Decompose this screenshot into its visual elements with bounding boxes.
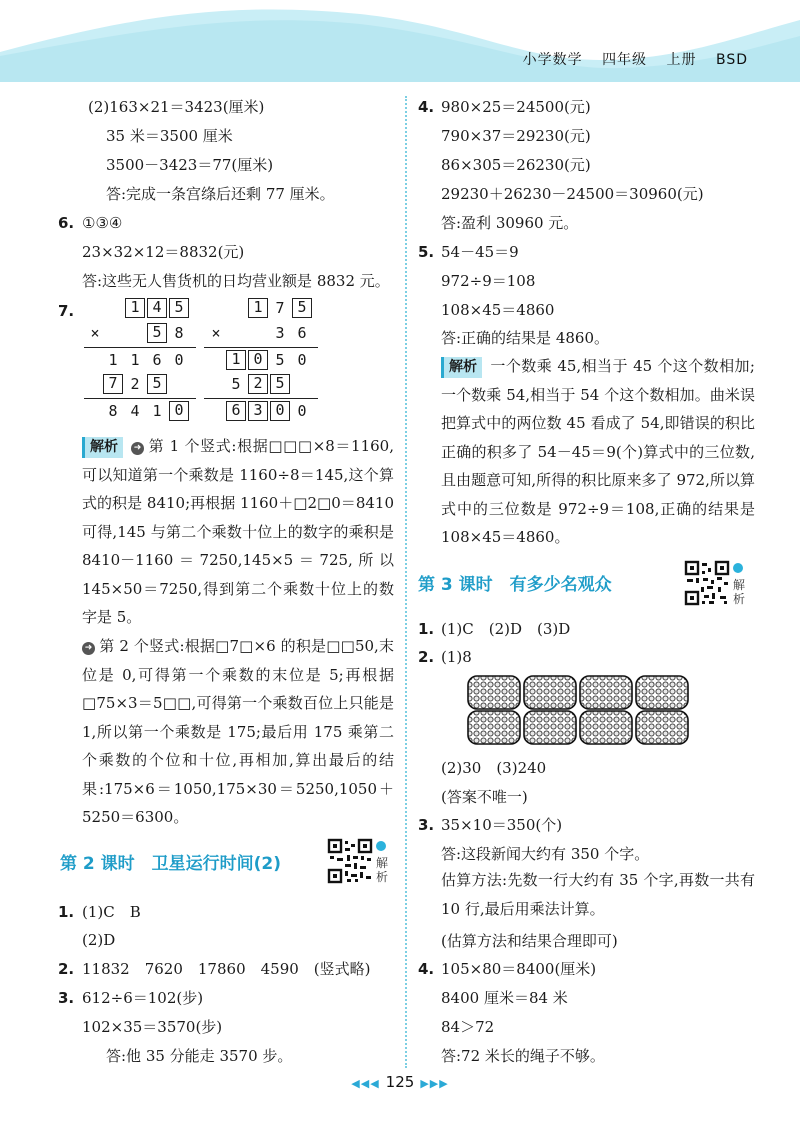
page-footer bbox=[0, 1073, 800, 1091]
digit-box: 5 bbox=[169, 298, 189, 318]
digit-box: 0 bbox=[169, 401, 189, 421]
answer-line: 54－45＝9 bbox=[441, 243, 519, 261]
answer-line: 答:正确的结果是 4860。 bbox=[441, 329, 609, 347]
answer-line: ①③④ bbox=[82, 214, 123, 232]
qr-label: 解析 bbox=[376, 856, 389, 884]
answer-line: 8400 厘米＝84 米 bbox=[441, 989, 568, 1007]
digit: 5 bbox=[231, 375, 241, 393]
answer-line: 23×32×12＝8832(元) bbox=[82, 243, 245, 261]
crowd-grid-illustration bbox=[466, 674, 692, 746]
analysis-block bbox=[82, 432, 394, 632]
digit-box: 7 bbox=[103, 374, 123, 394]
answer-line: (估算方法和结果合理即可) bbox=[441, 932, 618, 950]
answer-line: 答:他 35 分能走 3570 步。 bbox=[106, 1047, 293, 1065]
play-dot-icon bbox=[733, 563, 743, 573]
question-number: 7. bbox=[58, 302, 75, 320]
answer-line: (1)C (2)D (3)D bbox=[441, 620, 571, 638]
column-divider bbox=[405, 96, 407, 1068]
digit-box: 6 bbox=[226, 401, 246, 421]
digit: 5 bbox=[275, 351, 285, 369]
answer-line: (1)8 bbox=[441, 648, 472, 666]
answer-line: (2)D bbox=[82, 931, 116, 949]
digit-box: 5 bbox=[292, 298, 312, 318]
answer-line: 35 米＝3500 厘米 bbox=[106, 127, 233, 145]
digit-box: 1 bbox=[226, 350, 246, 370]
digit-box: 3 bbox=[248, 401, 268, 421]
digit: 0 bbox=[297, 351, 307, 369]
next-arrows-icon: ▶▶▶ bbox=[420, 1077, 449, 1090]
digit-box: 5 bbox=[147, 374, 167, 394]
question-number: 3. bbox=[58, 989, 75, 1007]
page-number: 125 bbox=[385, 1073, 415, 1091]
digit-box: 5 bbox=[270, 374, 290, 394]
answer-line: 105×80＝8400(厘米) bbox=[441, 960, 597, 978]
answer-line: 答:盈利 30960 元。 bbox=[441, 214, 579, 232]
calc-rule bbox=[84, 398, 196, 399]
digit: 1 bbox=[152, 402, 162, 420]
header-subject: 小学数学 bbox=[522, 52, 583, 68]
digit: 8 bbox=[108, 402, 118, 420]
digit: 0 bbox=[297, 402, 307, 420]
analysis-block bbox=[441, 352, 755, 552]
answer-line: (答案不唯一) bbox=[441, 788, 528, 806]
question-number: 1. bbox=[58, 903, 75, 921]
calc-rule bbox=[204, 398, 318, 399]
header-edition: BSD bbox=[715, 52, 748, 68]
calc-rule bbox=[204, 347, 318, 348]
section-title: 第 3 课时 有多少名观众 bbox=[418, 575, 612, 595]
answer-line: (2)163×21＝3423(厘米) bbox=[88, 98, 265, 116]
digit: 8 bbox=[174, 324, 184, 342]
digit: 1 bbox=[130, 351, 140, 369]
qr-label: 解析 bbox=[733, 578, 746, 606]
analysis-text: 第 1 个竖式:根据□□□×8＝1160,可以知道第一个乘数是 1160÷8＝145,这个算式的积是 8410;再根据 1160＋□2□0＝8410 可得,145 与第二个乘数十位上的数字的乘积是 8410－1160＝7250,145×5＝725,所以 145×50＝7250,得到第二个乘数十位上的数字是 5。 bbox=[82, 437, 394, 626]
answer-line: 答:完成一条宫绦后还剩 77 厘米。 bbox=[106, 185, 335, 203]
analysis-tag: 解析 bbox=[441, 357, 482, 378]
digit: 2 bbox=[130, 375, 140, 393]
answer-line: 答:这些无人售货机的日均营业额是 8832 元。 bbox=[82, 272, 390, 290]
header-volume: 上册 bbox=[666, 52, 697, 68]
question-number: 4. bbox=[418, 98, 435, 116]
qr-code-icon[interactable] bbox=[684, 560, 730, 606]
question-number: 1. bbox=[418, 620, 435, 638]
digit-box: 1 bbox=[125, 298, 145, 318]
header-grade: 四年级 bbox=[602, 52, 648, 68]
digit: 6 bbox=[297, 324, 307, 342]
header-book-info bbox=[509, 49, 748, 69]
qr-code-icon[interactable] bbox=[327, 838, 373, 884]
answer-line: 3500－3423＝77(厘米) bbox=[106, 156, 274, 174]
multiply-sign: × bbox=[90, 324, 100, 342]
answer-line: 答:72 米长的绳子不够。 bbox=[441, 1047, 605, 1065]
answer-line: 答:这段新闻大约有 350 个字。 bbox=[441, 845, 650, 863]
answer-line: (2)30 (3)240 bbox=[441, 759, 547, 777]
question-number: 6. bbox=[58, 214, 75, 232]
section-title: 第 2 课时 卫星运行时间(2) bbox=[60, 854, 282, 874]
digit-box: 0 bbox=[270, 401, 290, 421]
digit-box: 2 bbox=[248, 374, 268, 394]
question-number: 3. bbox=[418, 816, 435, 834]
digit-box: 0 bbox=[248, 350, 268, 370]
analysis-text: 一个数乘 45,相当于 45 个这个数相加;一个数乘 54,相当于 54 个这个数相加。曲米误把算式中的两位数 45 看成了 54,即错误的积比正确的积多了 54－45＝9(个)算式中的三位数,且由题意可知,所得的积比原来多了 972,所以算式中的三位数是 972÷9＝108,正确的结果是 108×45＝4860。 bbox=[441, 357, 755, 546]
question-number: 2. bbox=[418, 648, 435, 666]
answer-line: 29230＋26230－24500＝30960(元) bbox=[441, 185, 704, 203]
answer-line: 108×45＝4860 bbox=[441, 301, 555, 319]
digit: 3 bbox=[275, 324, 285, 342]
multiply-sign: × bbox=[211, 324, 221, 342]
digit-box: 1 bbox=[248, 298, 268, 318]
calc-rule bbox=[84, 347, 196, 348]
digit: 0 bbox=[174, 351, 184, 369]
arrow-right-icon: ➜ bbox=[82, 642, 95, 655]
arrow-right-icon: ➜ bbox=[131, 442, 144, 455]
analysis-text: 第 2 个竖式:根据□7□×6 的积是□□50,末位是 0,可得第一个乘数的末位是 5;再根据□75×3＝5□□,可得第一个乘数百位上只能是 1,所以第一个乘数是 175;最后用 175 乘第二个乘数的个位和十位,再相加,算出最后的结果:175×6＝1050,175×30＝5250,1050＋5250＝6300。 bbox=[82, 637, 394, 826]
digit: 6 bbox=[152, 351, 162, 369]
header-wave bbox=[0, 0, 800, 82]
digit: 7 bbox=[275, 299, 285, 317]
digit-box: 4 bbox=[147, 298, 167, 318]
play-dot-icon bbox=[376, 841, 386, 851]
answer-line: 612÷6＝102(步) bbox=[82, 989, 204, 1007]
prev-arrows-icon: ◀◀◀ bbox=[351, 1077, 380, 1090]
answer-line: 84＞72 bbox=[441, 1018, 495, 1036]
analysis-block bbox=[82, 632, 394, 832]
answer-line: 11832 7620 17860 4590 (竖式略) bbox=[82, 960, 371, 978]
estimation-method: 估算方法:先数一行大约有 35 个字,再数一共有 10 行,最后用乘法计算。 bbox=[441, 871, 755, 918]
answer-line: 86×305＝26230(元) bbox=[441, 156, 591, 174]
question-number: 2. bbox=[58, 960, 75, 978]
digit: 1 bbox=[108, 351, 118, 369]
answer-line: 980×25＝24500(元) bbox=[441, 98, 591, 116]
analysis-tag: 解析 bbox=[82, 437, 123, 458]
answer-line: 102×35＝3570(步) bbox=[82, 1018, 223, 1036]
answer-line: 790×37＝29230(元) bbox=[441, 127, 591, 145]
answer-line: 972÷9＝108 bbox=[441, 272, 536, 290]
question-number: 5. bbox=[418, 243, 435, 261]
digit-box: 5 bbox=[147, 323, 167, 343]
digit: 4 bbox=[130, 402, 140, 420]
answer-line: (1)C B bbox=[82, 903, 141, 921]
answer-line: 35×10＝350(个) bbox=[441, 816, 563, 834]
question-number: 4. bbox=[418, 960, 435, 978]
